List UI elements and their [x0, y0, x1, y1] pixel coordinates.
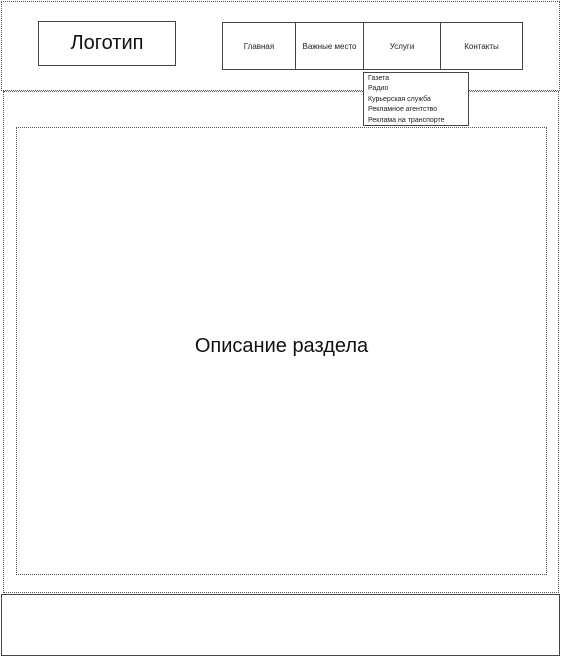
nav-item-label: Важные место — [302, 41, 357, 51]
footer — [1, 594, 560, 656]
nav-item-services[interactable] — [364, 23, 441, 69]
nav-item-label: Главная — [243, 41, 275, 51]
section-panel — [16, 127, 547, 575]
logo-text: Логотип — [70, 32, 144, 54]
nav-item-contacts[interactable] — [441, 23, 522, 69]
dropdown-item-ad-agency[interactable]: Рекламное агентство — [368, 106, 438, 114]
logo[interactable] — [38, 21, 176, 66]
dropdown-item-courier[interactable]: Курьерская служба — [368, 95, 431, 103]
dropdown-item-transport-ads[interactable]: Реклама на транспорте — [368, 116, 445, 124]
dropdown-item-radio[interactable]: Радио — [368, 85, 389, 93]
nav-item-home[interactable] — [223, 23, 296, 69]
nav-item-important-places[interactable] — [296, 23, 364, 69]
dropdown-item-newspaper[interactable]: Газета — [368, 75, 390, 82]
main-nav — [222, 22, 523, 70]
services-dropdown-menu — [363, 72, 469, 126]
nav-item-label: Контакты — [464, 41, 499, 51]
section-description: Описание раздела — [194, 334, 369, 357]
nav-item-label: Услуги — [389, 41, 415, 51]
